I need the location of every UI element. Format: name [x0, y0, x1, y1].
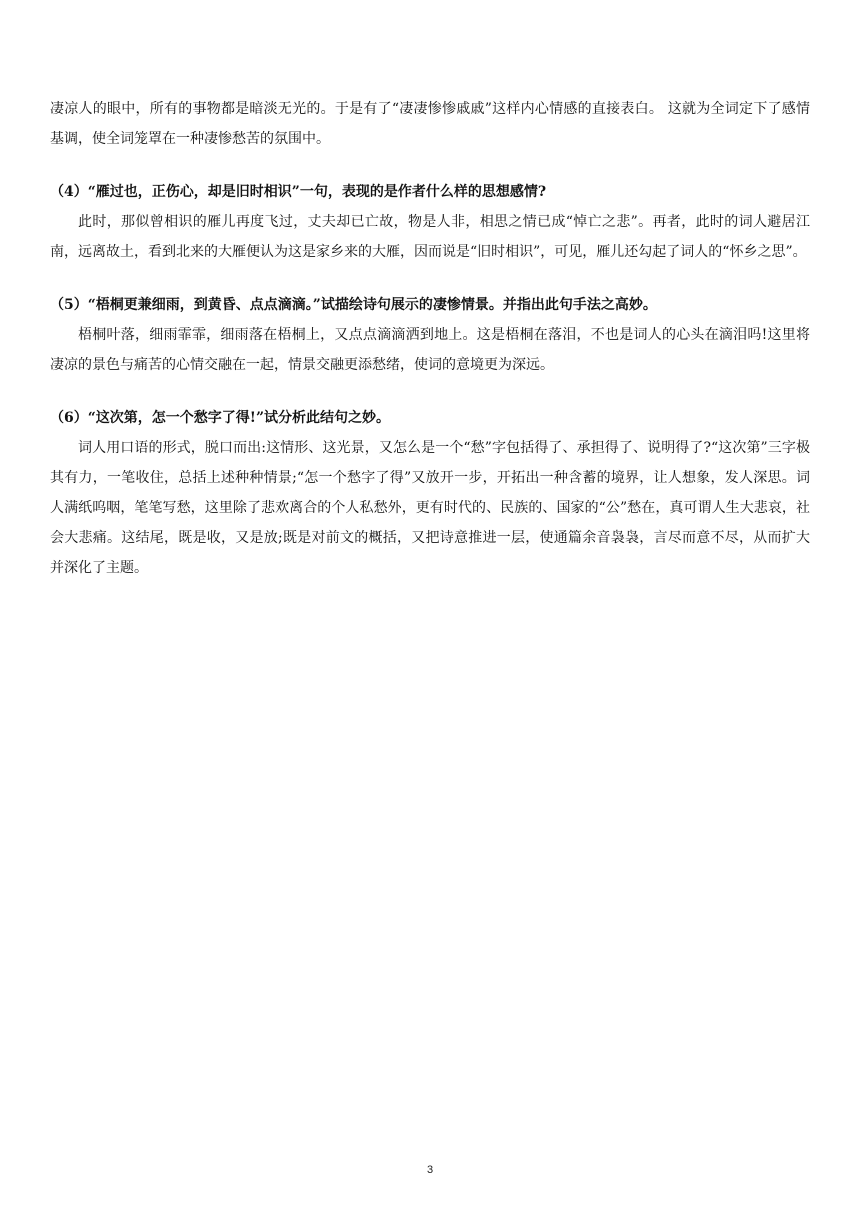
- question-5: （5）“梧桐更兼细雨，到黄昏、点点滴滴。”试描绘诗句展示的凄惨情景。并指出此句手法之高妙。: [50, 297, 657, 313]
- intro-paragraph: 凄凉人的眼中，所有的事物都是暗淡无光的。于是有了“凄凄惨惨戚戚”这样内心情感的直接表白。 这就为全词定下了感情基调，使全词笼罩在一种凄惨愁苦的氛围中。: [50, 101, 810, 147]
- section-gap: [50, 154, 810, 177]
- page-number: 3: [426, 1164, 434, 1176]
- answer-6: 词人用口语的形式，脱口而出:这情形、这光景，又怎么是一个“愁”字包括得了、承担得了、说明得了?“这次第”三字极其有力，一笔收住，总括上述种种情景;“怎一个愁字了得”又放开一步，开拓出一种含蓄的境界，让人想象，发人深思。词人满纸呜咽，笔笔写愁，这里除了悲欢离合的个人私愁外，更有时代的、民族的、国家的“公”愁在，真可谓人生大悲哀，社会大悲痛。这结尾，既是收，又是放;既是对前文的概括，又把诗意推进一层，使通篇余音袅袅，言尽而意不尽，从而扩大并深化了主题。: [50, 440, 810, 576]
- document-body: [50, 94, 810, 583]
- section-gap: [50, 267, 810, 290]
- answer-4: 此时，那似曾相识的雁儿再度飞过，丈夫却已亡故，物是人非，相思之情已成“悼亡之悲”。再者，此时的词人避居江南，远离故土，看到北来的大雁便认为这是家乡来的大雁，因而说是“旧时相识”，可见，雁儿还勾起了词人的“怀乡之思”。: [50, 214, 810, 260]
- section-gap: [50, 380, 810, 403]
- question-6: （6）“这次第，怎一个愁字了得!”试分析此结句之妙。: [50, 410, 390, 426]
- question-4: （4）“雁过也，正伤心，却是旧时相识”一句，表现的是作者什么样的思想感情?: [50, 184, 547, 200]
- answer-5: 梧桐叶落，细雨霏霏，细雨落在梧桐上，又点点滴滴洒到地上。这是梧桐在落泪，不也是词人的心头在滴泪吗!这里将凄凉的景色与痛苦的心情交融在一起，情景交融更添愁绪，使词的意境更为深远。: [50, 327, 810, 373]
